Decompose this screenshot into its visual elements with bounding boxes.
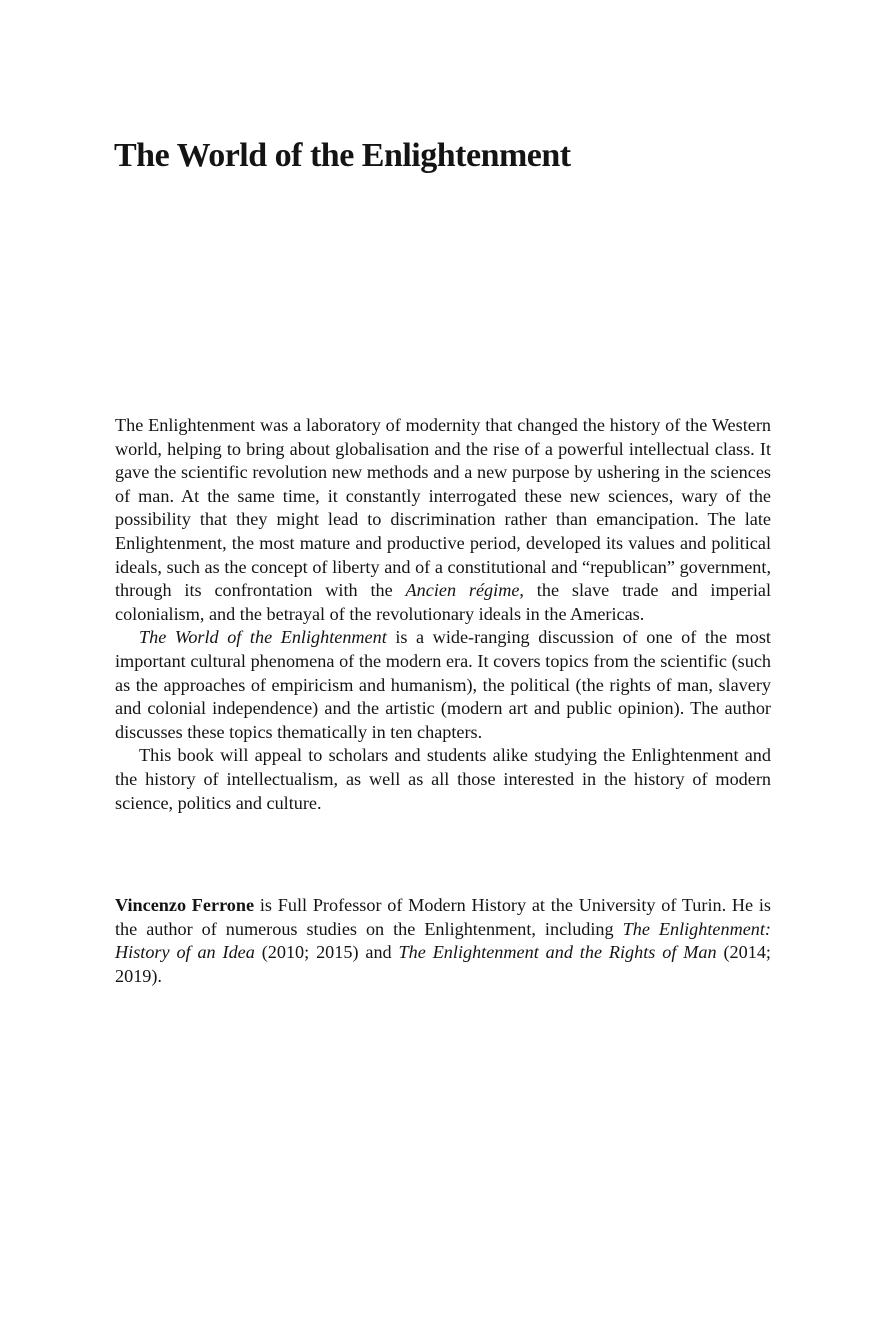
author-bio-text-c: (2014; 2019). bbox=[115, 942, 771, 986]
description-paragraph-2 bbox=[115, 626, 771, 744]
ancien-regime-term: Ancien régime bbox=[405, 580, 520, 601]
description-paragraph-1-text-b: , the slave trade and imperial colonialism, and the betrayal of the revolutionary ideals in the Americas. bbox=[115, 580, 771, 624]
description-paragraph-1 bbox=[115, 414, 771, 626]
description-paragraph-3: This book will appeal to scholars and students alike studying the Enlightenment and the history of intellectualism, as well as all those interested in the history of modern science, politics and culture. bbox=[115, 745, 771, 813]
author-bio-text-b: (2010; 2015) and bbox=[254, 942, 399, 963]
author-book-title-1: The Enlightenment: History of an Idea bbox=[115, 918, 771, 963]
book-title-reference: The World of the Enlightenment bbox=[139, 627, 387, 648]
author-bio-text-a: is Full Professor of Modern History at the University of Turin. He is the author of numerous studies on the Enlightenment, including bbox=[115, 895, 771, 939]
book-title: The World of the Enlightenment bbox=[114, 137, 571, 174]
book-description bbox=[115, 414, 771, 815]
description-paragraph-1-text-a: The Enlightenment was a laboratory of modernity that changed the history of the Western world, helping to bring about globalisation and the rise of a powerful intellectual class. It gave the scientific revolution new methods and a new purpose by ushering in the sciences of man. At the same time, it constantly interrogated these new sciences, wary of the possibility that they might lead to discrimination rather than emancipation. The late Enlightenment, the most mature and productive period, developed its values and political ideals, such as the concept of liberty and of a constitutional and “republican” government, through its confrontation with the bbox=[115, 415, 771, 601]
description-paragraph-2-text: is a wide-ranging discussion of one of the most important cultural phenomena of the modern era. It covers topics from the scientific (such as the approaches of empiricism and humanism), the political (the rights of man, slavery and colonial independence) and the artistic (modern art and public opinion). The author discusses these topics thematically in ten chapters. bbox=[115, 627, 771, 742]
author-bio bbox=[115, 894, 771, 988]
author-book-title-2: The Enlightenment and the Rights of Man bbox=[398, 942, 717, 963]
author-name: Vincenzo Ferrone bbox=[115, 895, 255, 915]
